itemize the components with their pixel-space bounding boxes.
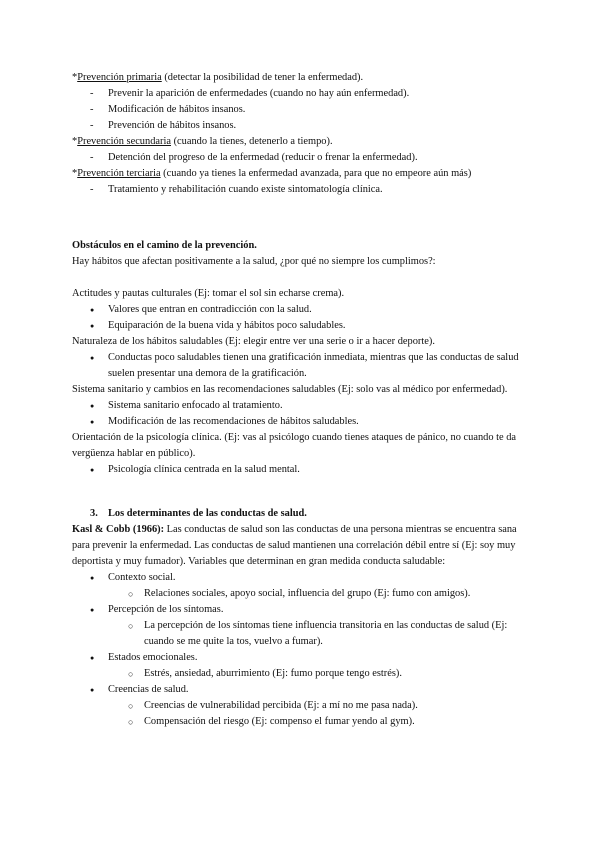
list-item: ● Modificación de las recomendaciones de hábitos saludables. — [72, 414, 532, 430]
list-item: ● Equiparación de la buena vida y hábitos poco saludables. — [72, 318, 532, 334]
list-item: - Prevenir la aparición de enfermedades (cuando no hay aún enfermedad). — [72, 86, 532, 102]
obstaculos-heading: Obstáculos en el camino de la prevención. — [72, 240, 257, 251]
obstaculos-intro: Hay hábitos que afectan positivamente a la salud, ¿por qué no siempre los cumplimos?: — [72, 256, 436, 267]
list-item: - Detención del progreso de la enfermedad (reducir o frenar la enfermedad). — [72, 150, 532, 166]
prevencion-secundaria-line: *Prevención secundaria (cuando la tienes, detenerlo a tiempo). — [72, 136, 333, 147]
prevencion-primaria-text: (detectar la posibilidad de tener la enfermedad). — [161, 72, 364, 83]
sub-list-item: ○ La percepción de los síntomas tiene influencia transitoria en las conductas de salud (Ej: cuando se me quite la tos, vuelvo a fumar). — [72, 618, 532, 650]
section-number: 3. — [90, 508, 98, 519]
list-item: ● Conductas poco saludables tienen una gratificación inmediata, mientras que las conductas de salud suelen presentar una demora de la gratificación. — [72, 350, 532, 382]
list-item: ● Creencias de salud. — [72, 682, 532, 698]
document-page — [72, 70, 532, 730]
section-title: Los determinantes de las conductas de salud. — [108, 508, 307, 519]
determinantes-heading — [72, 506, 532, 522]
prevencion-terciaria-label: Prevención terciaria — [77, 168, 161, 179]
reference: Kasl & Cobb (1966): — [72, 524, 165, 535]
list-item: - Tratamiento y rehabilitación cuando existe sintomatología clínica. — [72, 182, 532, 198]
list-item: ● Psicología clínica centrada en la salud mental. — [72, 462, 532, 478]
paragraph: Actitudes y pautas culturales (Ej: tomar el sol sin echarse crema). — [72, 288, 345, 299]
determinantes-paragraph — [72, 522, 532, 570]
list-item: ● Estados emocionales. — [72, 650, 532, 666]
paragraph: Orientación de la psicología clínica. (Ej: vas al psicólogo cuando tienes ataques de pánico, no cuando te da vergüenza hablar en público). — [72, 432, 517, 459]
prevencion-secundaria-text: (cuando la tienes, detenerlo a tiempo). — [170, 136, 333, 147]
list-item: ● Contexto social. — [72, 570, 532, 586]
list-item: - Modificación de hábitos insanos. — [72, 102, 532, 118]
paragraph: Naturaleza de los hábitos saludables (Ej: elegir entre ver una serie o ir a hacer deporte). — [72, 336, 435, 347]
prevencion-primaria-label: Prevención primaria — [77, 72, 162, 83]
prevencion-secundaria-label: Prevención secundaria — [77, 136, 171, 147]
prevencion-primaria-line: *Prevención primaria (detectar la posibilidad de tener la enfermedad). — [72, 72, 364, 83]
list-item: ● Percepción de los síntomas. — [72, 602, 532, 618]
paragraph: Sistema sanitario y cambios en las recomendaciones saludables (Ej: solo vas al médico por enfermedad). — [72, 384, 508, 395]
sub-list-item: ○ Compensación del riesgo (Ej: compenso el fumar yendo al gym). — [72, 714, 532, 730]
list-item: - Prevención de hábitos insanos. — [72, 118, 532, 134]
sub-list-item: ○ Estrés, ansiedad, aburrimiento (Ej: fumo porque tengo estrés). — [72, 666, 532, 682]
prevencion-terciaria-text: (cuando ya tienes la enfermedad avanzada, para que no empeore aún más) — [160, 168, 472, 179]
sub-list-item: ○ Creencias de vulnerabilidad percibida (Ej: a mí no me pasa nada). — [72, 698, 532, 714]
sub-list-item: ○ Relaciones sociales, apoyo social, influencia del grupo (Ej: fumo con amigos). — [72, 586, 532, 602]
list-item: ● Sistema sanitario enfocado al tratamiento. — [72, 398, 532, 414]
list-item: ● Valores que entran en contradicción con la salud. — [72, 302, 532, 318]
prevencion-terciaria-line: *Prevención terciaria (cuando ya tienes la enfermedad avanzada, para que no empeore aún más) — [72, 168, 472, 179]
paragraph-text: Las conductas de salud son las conductas de una persona mientras se encuentra sana para prevenir la enfermedad. Las conductas de salud mantienen una correlación débil entre sí (Ej: soy muy deportista y muy fumador). Variables que determinan en gran medida conducta saludable: — [72, 524, 517, 567]
